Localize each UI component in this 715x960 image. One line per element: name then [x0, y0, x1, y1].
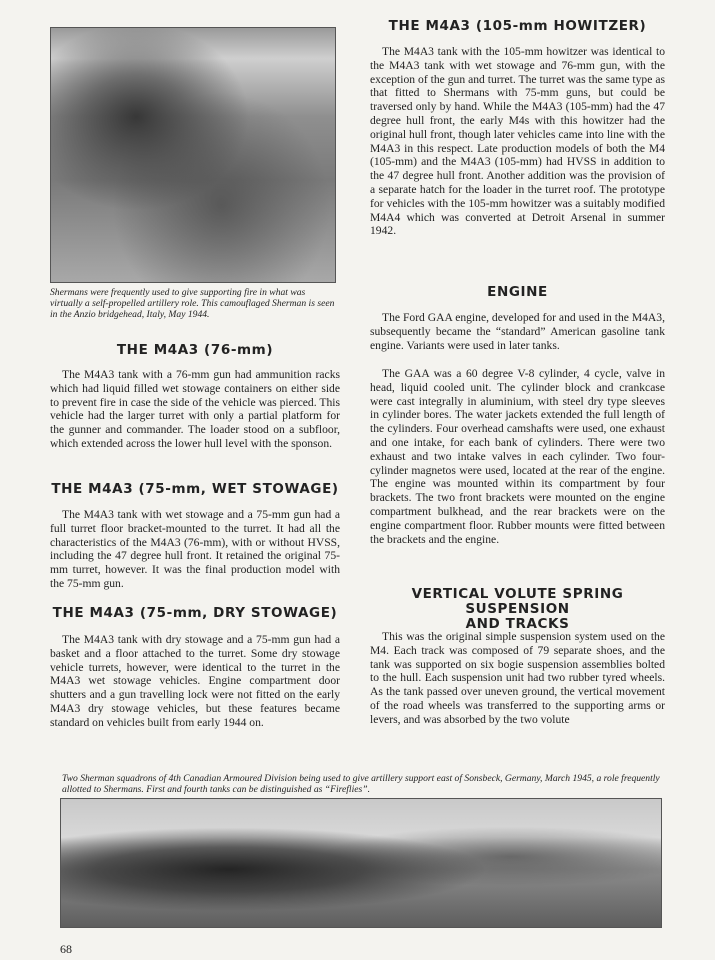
paragraph-m4a3-75-wet: The M4A3 tank with wet stowage and a 75-mm gun had a full turret floor bracket-mounted to the turret. It had all the characteristics of the M4A3 (76-mm), with or without HVSS, including the 47 degree hull front. It retained the original 75-mm turret, however. It was the final production model with the 75-mm gun.	[50, 508, 340, 590]
heading-m4a3-75-dry: THE M4A3 (75-mm, DRY STOWAGE)	[52, 605, 338, 621]
paragraph-engine-1: The Ford GAA engine, developed for and used in the M4A3, subsequently became the “standard” American gasoline tank engine. Variants were used in later tanks.	[370, 311, 665, 352]
paragraph-suspension: This was the original simple suspension system used on the M4. Each track was composed of 79 separate shoes, and the tank was supported on six bogie suspension assemblies bolted to the hull. Each suspension unit had two rubber tyred wheels. As the tank passed over uneven ground, the vertical movement of the road wheels was transferred to the supporting arms or levers, and was absorbed by the two volute	[370, 630, 665, 726]
paragraph-m4a3-105: The M4A3 tank with the 105-mm howitzer was identical to the M4A3 tank with wet stowage and 76-mm gun, with the exception of the gun and turret. The turret was the same type as that fitted to Shermans with 75-mm guns, but could be traversed only by hand. While the M4A3 (105-mm) had the 47 degree hull front, the early M4s with this howitzer had the original hull front, though later vehicles came into line with the M4A3 in this respect. Late production models of both the M4 (105-mm) and the M4A3 (105-mm) had HVSS in addition to the 47 degree hull front. Another addition was the provision of a separate hatch for the loader in the turret roof. The prototype for vehicles with the 105-mm howitzer was a suitably modified M4A4 which was converted at Detroit Arsenal in summer 1942.	[370, 45, 665, 238]
heading-suspension-line1: VERTICAL VOLUTE SPRING SUSPENSION	[411, 586, 624, 617]
paragraph-m4a3-75-dry: The M4A3 tank with dry stowage and a 75-mm gun had a basket and a floor attached to the turret. Some dry stowage vehicle turrets, however, were identical to the turret in the M4A3 wet stowage vehicles. Engine compartment door shutters and a gun travelling lock were not fitted on the early M4A3 dry stowage vehicles, but these features became standard on vehicles built from early 1944 on.	[50, 633, 340, 729]
top-photo-caption: Shermans were frequently used to give supporting fire in what was virtually a self-propelled artillery role. This camouflaged Sherman is seen in the Anzio bridgehead, Italy, May 1944.	[50, 287, 335, 320]
heading-suspension-line2: AND TRACKS	[465, 616, 570, 632]
heading-m4a3-105: THE M4A3 (105-mm HOWITZER)	[388, 18, 647, 34]
heading-m4a3-76: THE M4A3 (76-mm)	[116, 342, 274, 358]
page-number: 68	[60, 942, 72, 956]
heading-engine: ENGINE	[487, 284, 548, 300]
paragraph-m4a3-76: The M4A3 tank with a 76-mm gun had ammunition racks which had liquid filled wet stowage containers on either side to prevent fire in case the side of the vehicle was pierced. This vehicle had the larger turret with only a partial platform for the gunner and commander. The loader stood on a subfloor, which extended across the lower hull level with the sponson.	[50, 368, 340, 450]
paragraph-engine-2: The GAA was a 60 degree V-8 cylinder, 4 cycle, valve in head, liquid cooled unit. The cylinder block and crankcase were cast integrally in aluminium, with steel dry type sleeves in cylinder bores. The water jackets extended the full length of the cylinders. Four overhead camshafts were used, one exhaust and one intake, for each bank of cylinders. There were two exhaust and two intake valves in each cylinder. Two four-cylinder magnetos were used, located at the rear of the engine. The engine was mounted within its compartment by four brackets. The two front brackets were mounted on the engine compartment bulkhead, and the rear brackets were on the engine compartment floor. Rubber mounts were fitted between the brackets and the engine.	[370, 367, 665, 546]
sherman-squadron-photo	[60, 798, 662, 928]
bottom-photo-caption: Two Sherman squadrons of 4th Canadian Armoured Division being used to give artillery support east of Sonsbeck, Germany, March 1945, a role frequently allotted to Shermans. First and fourth tanks can be distinguished as “Fireflies”.	[62, 773, 660, 795]
heading-suspension	[370, 587, 665, 632]
heading-m4a3-75-wet: THE M4A3 (75-mm, WET STOWAGE)	[51, 481, 339, 497]
tank-with-shells-photo	[50, 27, 336, 283]
